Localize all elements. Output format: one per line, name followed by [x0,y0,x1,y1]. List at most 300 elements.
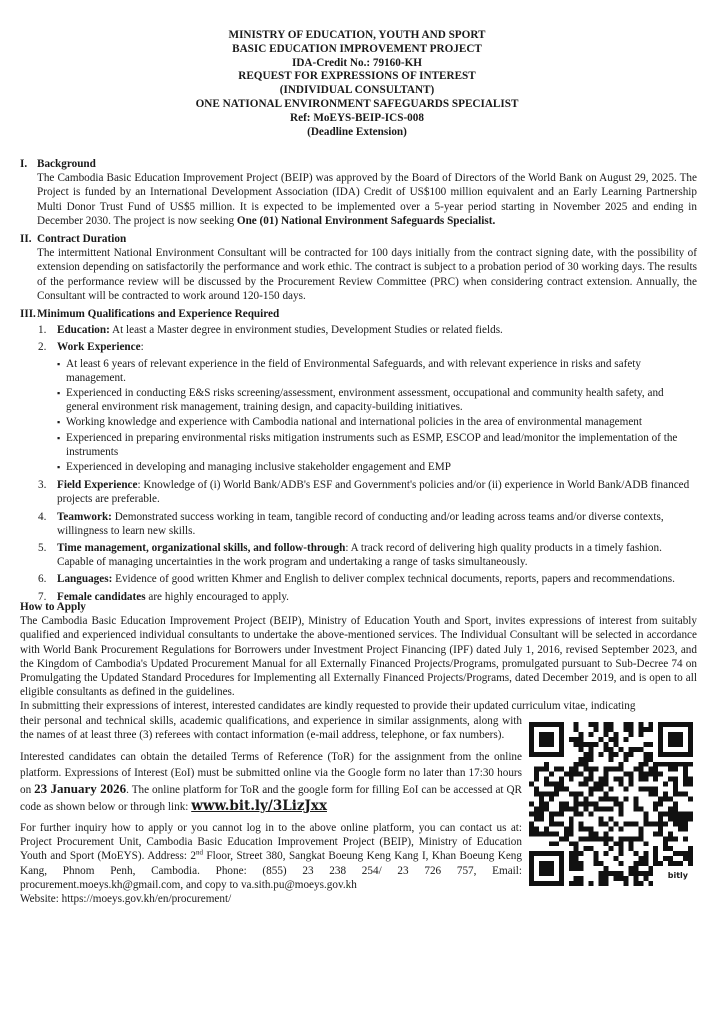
qr-module [638,772,643,777]
qr-module [589,752,594,757]
qr-module [569,831,574,836]
qr-module [539,866,544,871]
section-contract-duration [20,232,697,303]
qr-module [678,742,683,747]
qr-module [579,811,584,816]
qr-module [549,742,554,747]
qr-module [673,806,678,811]
apply-paragraph-procurement: The Cambodia Basic Education Improvement Project (BEIP), Ministry of Education Youth and Sport, invites expressions of interest from suitably qualified and experienced individual consultants to undertake the above-mentioned services. The Individual Consultant will be selected in accordance with World Bank Procurement Regulations for Borrowers under Investment Project Financing (IPF) dated July 1, 2016, revised September 2023, and the Kingdom of Cambodia's Updated Procurement Manual for all Externally Financed Projects/Programs, promulgated pursuant to Sub-Decree 74 on Promulgating the Updated Standard Procedures for Implementing all Externally Financed Projects/Programs, dated December 2019, and is open to all eligible consultants as defined in the guidelines. [20,615,697,699]
qr-module [683,722,688,727]
qr-module [683,816,688,821]
qr-module [579,747,584,752]
qr-module [643,861,648,866]
qr-module [673,782,678,787]
qr-module [599,777,604,782]
qr-module [589,757,594,762]
qr-module [569,851,574,856]
qr-module [658,747,663,752]
qr-module [688,737,693,742]
qualification-item [38,323,697,337]
qr-module [638,767,643,772]
qr-module [599,752,604,757]
qualifications-list [38,323,697,604]
qr-module [663,856,668,861]
qr-module [653,846,658,851]
qr-module [534,722,539,727]
qr-module [658,811,663,816]
qr-module [663,722,668,727]
request-title: REQUEST FOR EXPRESSIONS OF INTEREST [238,70,476,83]
qr-module [564,787,569,792]
qr-module [668,737,673,742]
consultant-type: (INDIVIDUAL CONSULTANT) [279,84,435,97]
qr-module [589,802,594,807]
qr-module [648,787,653,792]
qr-module [609,787,614,792]
qr-module [529,831,534,836]
qr-module [594,856,599,861]
qr-module [604,866,609,871]
qr-module [579,742,584,747]
qr-module [658,861,663,866]
qr-module [604,782,609,787]
qr-module [549,811,554,816]
qr-module [594,836,599,841]
qr-module [539,831,544,836]
qr-module [534,772,539,777]
qr-module [594,727,599,732]
section-title: Contract Duration [37,233,127,245]
qr-module [574,767,579,772]
work-experience-bullets [57,357,697,475]
qr-module [648,881,653,886]
item-label: Time management, organizational skills, and follow-through [57,542,346,555]
qr-module [594,767,599,772]
qr-module [564,806,569,811]
qr-module [618,802,623,807]
qr-module [688,782,693,787]
qr-module [613,856,618,861]
item-number: 5. [38,542,47,555]
section-number: III. [20,308,36,320]
qr-module [549,792,554,797]
qr-module [653,802,658,807]
qr-module [529,861,534,866]
qr-module [574,727,579,732]
qr-module [539,806,544,811]
qr-module [683,752,688,757]
ministry-title: MINISTRY OF EDUCATION, YOUTH AND SPORT [228,29,486,41]
qr-module [668,831,673,836]
qr-module [613,871,618,876]
qr-module [658,797,663,802]
qr-module [549,861,554,866]
qr-module [688,722,693,727]
qr-module [599,861,604,866]
qr-module [688,816,693,821]
qr-module [628,747,633,752]
qr-module [613,876,618,881]
qr-module [609,806,614,811]
qr-module [574,846,579,851]
item-number: 6. [38,573,47,586]
qr-module [609,767,614,772]
qr-code[interactable] [527,722,695,886]
qr-module [569,861,574,866]
section-title: Minimum Qualifications and Experience Required [37,308,280,320]
qr-module [653,772,658,777]
qr-module [569,772,574,777]
qualification-item [38,340,697,475]
qr-module [628,782,633,787]
qr-module [539,871,544,876]
qr-module [569,881,574,886]
qr-module [678,821,683,826]
qr-module [609,727,614,732]
qr-module [633,881,638,886]
qr-module [544,826,549,831]
qr-module [539,881,544,886]
qr-module [579,732,584,737]
item-number: 2. [38,341,47,354]
qr-module [668,742,673,747]
qr-module [609,797,614,802]
qr-module [589,811,594,816]
qr-module [544,871,549,876]
qr-module [579,762,584,767]
qr-module [688,762,693,767]
qr-module [579,851,584,856]
qualification-item [38,572,697,586]
qr-module [668,797,673,802]
qr-module [623,737,628,742]
qr-module [604,836,609,841]
qr-module [618,767,623,772]
qr-module [559,836,564,841]
qr-module [569,777,574,782]
qr-module [638,861,643,866]
bullet-icon: ▪ [57,417,61,428]
qr-module [599,787,604,792]
qr-module [683,762,688,767]
qr-module [584,797,589,802]
qr-module [653,861,658,866]
qr-module [648,871,653,876]
qr-module [653,787,658,792]
credit-number: IDA-Credit No.: 79160-KH [292,56,422,69]
qr-module [579,782,584,787]
qr-module [529,866,534,871]
qr-module [628,722,633,727]
qr-module [663,752,668,757]
qr-module [648,792,653,797]
qr-module [529,752,534,757]
qr-module [564,826,569,831]
qr-module [539,802,544,807]
qr-module [544,737,549,742]
qr-module [559,851,564,856]
qr-module [559,787,564,792]
qr-module [653,777,658,782]
qr-module [609,836,614,841]
qr-module [564,831,569,836]
qr-module [628,866,633,871]
qr-module [574,737,579,742]
qr-module [529,742,534,747]
qr-module [628,841,633,846]
qr-module [653,806,658,811]
qr-module [589,792,594,797]
qr-module [599,816,604,821]
qr-module [544,782,549,787]
qr-module [688,851,693,856]
qr-module [653,851,658,856]
qr-module [559,806,564,811]
qr-module [574,802,579,807]
qr-module [618,836,623,841]
qr-module [643,811,648,816]
qr-module [589,742,594,747]
qr-module [643,816,648,821]
section-heading [20,307,697,321]
qr-module [539,797,544,802]
qr-module [554,787,559,792]
qr-module [658,737,663,742]
qr-module [544,777,549,782]
qr-module [559,732,564,737]
qr-module [638,747,643,752]
qr-module [559,821,564,826]
qr-module [579,861,584,866]
section-heading [20,157,697,171]
qr-module [688,732,693,737]
qr-module [534,816,539,821]
qr-module [688,861,693,866]
qr-module [623,876,628,881]
qr-module [574,742,579,747]
qr-module [559,811,564,816]
qr-module [589,722,594,727]
qr-module [653,762,658,767]
qr-module [633,806,638,811]
ordinal-suffix: nd [196,848,204,857]
qr-module [574,772,579,777]
qr-module [544,767,549,772]
qr-module [628,846,633,851]
qr-module [579,866,584,871]
qr-module [678,732,683,737]
qr-module [668,861,673,866]
qr-module [668,722,673,727]
qr-module [648,722,653,727]
qr-module [569,866,574,871]
qr-module [648,772,653,777]
qr-module [678,826,683,831]
qr-module [594,806,599,811]
qr-module [613,821,618,826]
qr-module [638,777,643,782]
qr-module [688,747,693,752]
qr-module [643,821,648,826]
qr-module [638,787,643,792]
qualification-item [38,478,697,506]
bullet-item: ▪ Experienced in preparing environmental risks mitigation instruments such as ESMP, ESCOP and lead/monitor the implementation of the instruments [57,431,678,458]
deadline-extension-note: (Deadline Extension) [307,125,407,138]
qr-module [574,881,579,886]
qr-module [643,876,648,881]
qr-module [604,806,609,811]
qr-module [604,821,609,826]
qr-module [604,881,609,886]
qr-module [643,787,648,792]
qr-module [668,806,673,811]
qr-module [604,777,609,782]
qr-module [554,841,559,846]
qr-module [618,782,623,787]
qr-module [663,846,668,851]
qr-module [658,732,663,737]
qr-module [569,806,574,811]
qr-module [613,742,618,747]
qr-module [633,836,638,841]
qr-module [678,816,683,821]
qr-module [623,722,628,727]
qr-module [569,841,574,846]
qr-module [544,722,549,727]
qr-module [529,782,534,787]
qr-module [658,742,663,747]
qr-module [589,846,594,851]
qr-module [529,722,534,727]
qr-module [683,821,688,826]
qr-code-graphic [527,722,695,886]
qr-module [534,811,539,816]
contact-text-b: Floor, Street 380, Sangkat Boeung Keng Kang I, Khan Boeung Keng Kang, Phnom Penh, Cambodia. Phone: (855) 23 238 254/ 23 726 757, Email: procurement.moeys.kh@gmail.com, and copy to va.sith.pu@moeys.gov.kh [20,850,522,891]
qr-module [633,747,638,752]
qr-module [549,782,554,787]
qr-module [559,752,564,757]
qr-module [579,802,584,807]
qr-module [539,851,544,856]
qr-module [584,806,589,811]
registration-link[interactable]: www.bit.ly/3LizJxx [191,798,327,815]
qr-module [574,811,579,816]
qr-module [613,797,618,802]
qr-module [618,747,623,752]
section-qualifications [20,307,697,607]
qr-module [589,747,594,752]
qr-module [633,802,638,807]
qr-module [559,881,564,886]
qr-module [673,836,678,841]
qr-module [594,831,599,836]
qr-module [663,792,668,797]
qr-module [579,881,584,886]
qr-module [633,851,638,856]
qr-module [673,767,678,772]
qr-module [579,876,584,881]
qr-module [613,841,618,846]
apply-paragraph-cv-rest: their personal and technical skills, academic qualifications, and experience in similar assignments, along with the names of at least three (3) referees with contact information (e-mail address, telephone, or fax numbers). [20,714,522,741]
qr-module [559,737,564,742]
qr-module [534,806,539,811]
qr-module [544,732,549,737]
qualification-item [38,541,697,569]
qr-module [594,861,599,866]
qr-module [633,866,638,871]
qr-module [638,871,643,876]
qr-module [529,732,534,737]
qr-module [549,722,554,727]
qr-module [638,722,643,727]
qr-module [584,826,589,831]
qr-module [569,826,574,831]
document-header [0,29,714,139]
qr-module [584,836,589,841]
qr-module [549,871,554,876]
qr-module [688,727,693,732]
qr-module [559,876,564,881]
qr-module [653,821,658,826]
qr-module [549,821,554,826]
qr-module [604,732,609,737]
qr-module [643,772,648,777]
qr-module [673,742,678,747]
qr-module [594,722,599,727]
qr-module [668,777,673,782]
item-label: Education: [57,324,110,337]
qr-module [529,821,534,826]
qr-module [574,851,579,856]
qr-module [544,792,549,797]
qr-module [643,777,648,782]
qr-module [604,722,609,727]
qr-module [559,866,564,871]
qr-module [683,782,688,787]
qr-module [559,871,564,876]
qr-module [604,747,609,752]
qr-module [688,856,693,861]
qr-module [613,777,618,782]
qr-module [574,797,579,802]
qr-module [529,727,534,732]
item-number: 7. [38,590,47,603]
qr-module [618,806,623,811]
qr-module [628,871,633,876]
qr-module [618,826,623,831]
item-number: 4. [38,510,47,523]
qr-module [594,782,599,787]
section-title: How to Apply [20,601,86,613]
qr-module [628,752,633,757]
qr-module [549,797,554,802]
qr-module [574,861,579,866]
qr-module [623,881,628,886]
qr-module [609,747,614,752]
qr-module [549,881,554,886]
qr-module [658,821,663,826]
qr-module [599,871,604,876]
qr-module [628,821,633,826]
qr-module [604,742,609,747]
qr-module [569,737,574,742]
qr-module [569,816,574,821]
qr-module [648,767,653,772]
qr-module [643,841,648,846]
qr-module [564,836,569,841]
bullet-item: ▪ Experienced in developing and managing inclusive stakeholder engagement and EMP [57,461,451,474]
qr-module [589,787,594,792]
